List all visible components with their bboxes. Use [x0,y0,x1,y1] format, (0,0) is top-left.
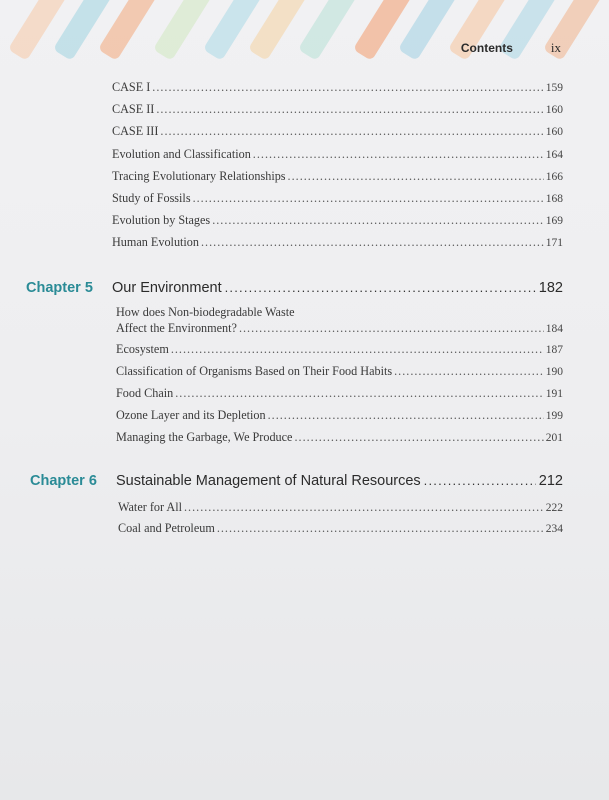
toc-entry[interactable] [112,80,563,95]
leader-dots [217,521,544,536]
leader-dots [268,408,544,423]
toc-entry-page: 164 [545,149,563,161]
toc-entry-page: 190 [545,366,563,378]
toc-entry-page: 166 [545,171,563,183]
toc-entry-title: Classification of Organisms Based on Their Food Habits [116,364,393,378]
chapter-title: Our Environment [112,280,222,296]
toc-entry-page: 191 [545,388,563,400]
toc-entry-page: 160 [545,126,563,138]
chapter-page: 182 [538,280,563,296]
toc-entry-title: Water for All [118,500,182,514]
toc-entry-page: 160 [545,104,563,116]
toc-entry[interactable] [112,124,563,139]
leader-dots [175,386,544,401]
toc-entry[interactable] [116,408,563,423]
leader-dots [152,80,543,95]
toc-entry-title: Affect the Environment? [116,321,237,335]
toc-entry-page: 159 [545,82,563,94]
toc-entry[interactable] [118,521,563,536]
leader-dots [212,213,544,228]
leader-dots [184,500,544,515]
leader-dots [156,102,543,117]
leader-dots [171,342,544,357]
toc-entry-page: 171 [545,237,563,249]
chapter-label: Chapter 5 [26,280,93,296]
running-header [461,40,561,56]
header-section: Contents [460,41,513,55]
toc-entry-page: 199 [545,410,563,422]
leader-dots [160,124,543,139]
toc-entry[interactable] [116,430,563,445]
stripe-decoration [298,0,364,60]
leader-dots [239,321,544,336]
leader-dots [424,473,536,488]
chapter-page: 212 [538,473,563,489]
toc-entry-title: CASE I [112,80,151,94]
chapter-heading[interactable] [30,473,563,489]
header-page-number: ix [550,40,561,55]
toc-entry[interactable] [116,386,563,401]
toc-entry-title-line1: How does Non-biodegradable Waste [116,305,295,319]
toc-entry[interactable] [112,191,563,206]
toc-entry[interactable] [116,305,563,336]
chapter-title: Sustainable Management of Natural Resources [116,473,421,489]
toc-entry-page: 184 [545,323,563,335]
stripe-decoration [98,0,164,60]
toc-entry[interactable] [112,213,563,228]
leader-dots [193,191,544,206]
toc-entry-title: Coal and Petroleum [118,521,215,535]
toc-entry[interactable] [112,147,563,162]
toc-entry-page: 187 [545,344,563,356]
toc-entry[interactable] [116,342,563,357]
leader-dots [394,364,544,379]
leader-dots [288,169,544,184]
toc-entry-title: Ecosystem [116,342,169,356]
toc-entry[interactable] [112,235,563,250]
toc-entry-title: CASE III [112,124,159,138]
toc-entry-page: 169 [545,215,563,227]
toc-entry[interactable] [112,102,563,117]
chapter-label: Chapter 6 [30,473,97,489]
toc-entry-title: Tracing Evolutionary Relationships [112,169,286,183]
toc-entry[interactable] [116,364,563,379]
toc-entry-page: 201 [545,432,563,444]
toc-entry[interactable] [112,169,563,184]
toc-entry-title: Evolution by Stages [112,213,211,227]
toc-entry-title: Evolution and Classification [112,147,251,161]
toc-entry-page: 168 [545,193,563,205]
chapter-heading[interactable] [26,280,563,296]
leader-dots [253,147,544,162]
leader-dots [201,235,544,250]
toc-entry[interactable] [118,500,563,515]
toc-entry-title: Ozone Layer and its Depletion [116,408,266,422]
leader-dots [294,430,543,445]
toc-entry-title: Managing the Garbage, We Produce [116,430,293,444]
leader-dots [225,280,536,295]
toc-entry-title: Human Evolution [112,235,199,249]
toc-entry-title: Food Chain [116,386,174,400]
toc-entry-page: 234 [545,523,563,535]
toc-entry-title: CASE II [112,102,155,116]
toc-entry-title: Study of Fossils [112,191,191,205]
toc-entry-page: 222 [545,502,563,514]
